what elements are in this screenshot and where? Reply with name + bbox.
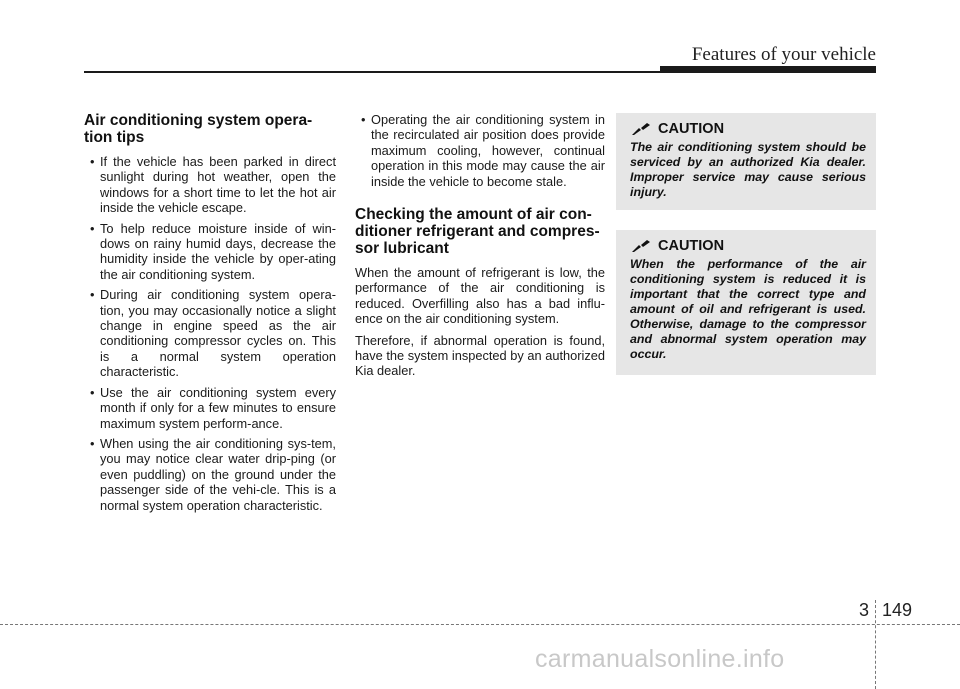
list-item: • To help reduce moisture inside of win-dows on rainy humid days, decrease the humidity inside the vehicle by oper-ating the air conditioning system. — [90, 220, 336, 282]
page-number: 149 — [882, 600, 913, 620]
footer-rule — [0, 624, 960, 625]
caution-text: When the performance of the air conditioning system is reduced it is important that the correct type and amount of oil and refrigerant is used. Otherwise, damage to the compressor and abnormal system operation may occur. — [630, 257, 866, 361]
ac-tips-list — [84, 154, 336, 513]
list-item: • Use the air conditioning system every month if only for a few minutes to ensure maximum system perform-ance. — [90, 384, 336, 431]
header-title: Features of your vehicle — [691, 44, 876, 65]
refrigerant-paragraph: When the amount of refrigerant is low, the performance of the air conditioning is reduced. Overfilling also has a bad influ-ence on the air conditioning system. — [355, 265, 605, 327]
list-item: • Operating the air conditioning system in the recirculated air position does provide maximum cooling, however, continual operation in this mode may cause the air inside the vehicle to become stale. — [361, 112, 605, 189]
left-column — [84, 112, 336, 518]
inspection-paragraph: Therefore, if abnormal operation is found, have the system inspected by an authorized Kia dealer. — [355, 332, 605, 379]
caution-icon — [630, 122, 652, 136]
recirculation-list — [355, 112, 605, 189]
middle-column — [355, 112, 605, 385]
caution-title: CAUTION — [658, 121, 725, 137]
caution-box-refrigerant — [616, 230, 876, 375]
header-rule — [84, 71, 660, 73]
list-item: • During air conditioning system opera-tion, you may occasionally notice a slight change in engine speed as the air conditioning compressor cycles on. This is a normal system operation characteristic. — [90, 287, 336, 380]
list-item: • If the vehicle has been parked in direct sunlight during hot weather, open the windows for a short time to let the hot air inside the vehicle escape. — [90, 154, 336, 216]
footer-divider — [875, 600, 876, 689]
chapter-number: 3 — [859, 600, 870, 620]
caution-title: CAUTION — [658, 238, 725, 254]
section-heading-refrigerant: Checking the amount of air con- ditioner refrigerant and compres- sor lubricant — [355, 206, 600, 258]
watermark: carmanualsonline.info — [535, 645, 785, 673]
section-heading-ac-tips: Air conditioning system opera- tion tips — [84, 112, 313, 146]
caution-icon — [630, 239, 652, 253]
header-rule-accent — [660, 66, 876, 73]
caution-box-service — [616, 113, 876, 210]
caution-text: The air conditioning system should be serviced by an authorized Kia dealer. Improper service may cause serious injury. — [630, 140, 866, 199]
list-item: • When using the air conditioning sys-tem, you may notice clear water drip-ping (or even puddling) on the ground under the passenger side of the vehi-cle. This is a normal system operation characteristic. — [90, 435, 336, 513]
